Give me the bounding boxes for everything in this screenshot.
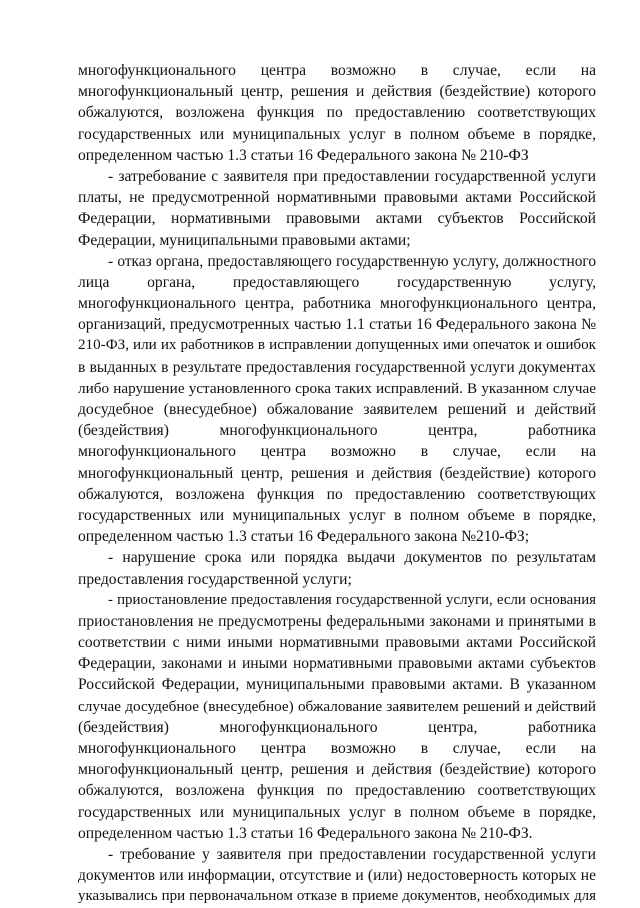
- text-line: многофункциональный центр, решения и действия (бездействие) которого: [78, 464, 596, 482]
- text-line: указывались при первоначальном отказе в приеме документов, необходимых для: [78, 888, 596, 905]
- text-line: приостановления не предусмотрены федеральными законами и принятыми в: [78, 612, 596, 630]
- text-line: определенном частью 1.3 статьи 16 Федерального закона №210-ФЗ;: [78, 528, 530, 546]
- text-line: платы, не предусмотренной нормативными правовыми актами Российской: [78, 189, 596, 207]
- text-line: обжалуются, возложена функция по предоставлению соответствующих: [78, 104, 596, 122]
- text-line: документов или информации, отсутствие и (или) недостоверность которых не: [78, 867, 596, 885]
- text-line: государственных или муниципальных услуг в полном объеме в порядке,: [78, 803, 596, 821]
- text-line: - требование у заявителя при предоставлении государственной услуги: [108, 845, 596, 863]
- text-line: организаций, предусмотренных частью 1.1 статьи 16 Федерального закона №: [78, 316, 596, 334]
- text-line: в выданных в результате предоставления государственной услуги документах: [78, 358, 596, 376]
- text-line: либо нарушение установленного срока таких исправлений. В указанном случае: [78, 379, 596, 397]
- text-line: определенном частью 1.3 статьи 16 Федерального закона № 210-ФЗ.: [78, 824, 533, 842]
- document-body: [78, 60, 596, 908]
- text-line: предоставления государственной услуги;: [78, 570, 352, 588]
- text-line: многофункционального центра возможно в случае, если на: [78, 740, 596, 757]
- text-line: - затребование с заявителя при предоставлении государственной услуги: [108, 167, 596, 185]
- text-line: - приостановление предоставления государственной услуги, если основания: [108, 591, 596, 608]
- text-line: обжалуются, возложена функция по предоставлению соответствующих: [78, 485, 596, 503]
- text-line: (бездействия) многофункционального центра, работника: [78, 422, 596, 440]
- text-line: определенном частью 1.3 статьи 16 Федерального закона № 210-ФЗ: [78, 146, 529, 164]
- text-line: Федерации, законами и иными нормативными правовыми актами субъектов: [78, 655, 596, 673]
- text-line: государственных или муниципальных услуг в полном объеме в порядке,: [78, 506, 596, 524]
- text-line: государственных или муниципальных услуг в полном объеме в порядке,: [78, 125, 596, 143]
- text-line: многофункциональный центр, решения и действия (бездействие) которого: [78, 83, 596, 101]
- text-line: Российской Федерации, муниципальными правовыми актами. В указанном: [78, 676, 596, 694]
- text-line: Федерации, муниципальными правовыми актами;: [78, 231, 411, 249]
- text-line: многофункционального центра возможно в случае, если на: [78, 62, 596, 79]
- text-line: (бездействия) многофункционального центра, работника: [78, 718, 596, 736]
- text-line: досудебное (внесудебное) обжалование заявителем решений и действий: [78, 401, 596, 418]
- text-line: - нарушение срока или порядка выдачи документов по результатам: [108, 549, 596, 567]
- text-line: - отказ органа, предоставляющего государственную услугу, должностного: [108, 252, 596, 270]
- text-line: соответствии с ними иными нормативными правовыми актами Российской: [78, 634, 596, 652]
- text-line: многофункционального центра, работника многофункционального центра,: [78, 295, 596, 313]
- text-line: обжалуются, возложена функция по предоставлению соответствующих: [78, 782, 596, 800]
- text-line: многофункциональный центр, решения и действия (бездействие) которого: [78, 761, 596, 779]
- text-line: случае досудебное (внесудебное) обжалование заявителем решений и действий: [78, 697, 596, 715]
- text-line: 210-ФЗ, или их работников в исправлении допущенных ими опечаток и ошибок: [78, 337, 596, 354]
- text-line: многофункционального центра возможно в случае, если на: [78, 443, 596, 461]
- text-line: Федерации, нормативными правовыми актами субъектов Российской: [78, 210, 596, 228]
- text-line: лица органа, предоставляющего государственную услугу,: [78, 273, 596, 291]
